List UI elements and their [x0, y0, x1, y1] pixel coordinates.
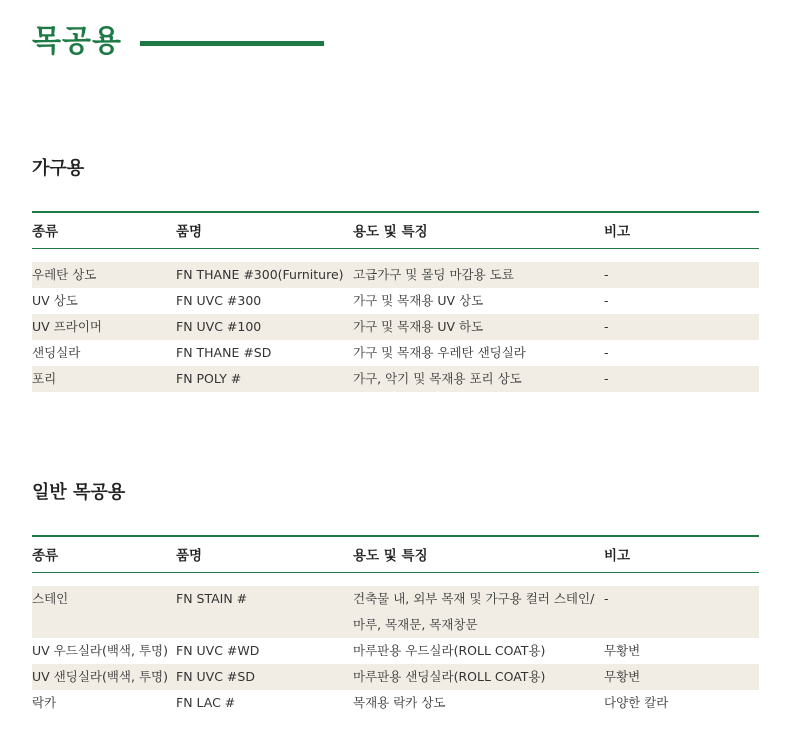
cell-note: - [604, 292, 609, 308]
page-header [32, 20, 324, 64]
cell-note: - [604, 262, 759, 288]
cell-type: UV 샌딩실라(백색, 투명) [32, 664, 176, 690]
header-usage: 용도 및 특징 [353, 536, 604, 572]
cell-note: 다양한 칼라 [604, 694, 669, 710]
cell-usage: 가구 및 목재용 UV 하도 [353, 314, 604, 340]
cell-product: FN UVC #WD [176, 642, 260, 658]
table-header-row [32, 212, 759, 248]
cell-usage-line: 마루, 목재문, 목재창문 [353, 616, 478, 632]
header-type: 종류 [32, 212, 176, 248]
general-woodwork-spec-table [32, 535, 759, 716]
cell-product: FN UVC #300 [176, 292, 262, 308]
cell-usage: 마루판용 우드실라(ROLL COAT용) [353, 642, 546, 658]
cell-type: 우레탄 상도 [32, 262, 176, 288]
title-underline [140, 41, 324, 46]
cell-usage: 목재용 락카 상도 [353, 694, 446, 710]
cell-note: - [604, 586, 759, 638]
cell-product: FN THANE #300(Furniture) [176, 262, 353, 288]
table-row [32, 664, 759, 690]
cell-usage: 가구, 악기 및 목재용 포리 상도 [353, 366, 604, 392]
cell-note: 무황변 [604, 642, 641, 658]
page-title: 목공용 [32, 24, 122, 59]
cell-product: FN UVC #SD [176, 664, 353, 690]
table-row [32, 690, 759, 716]
cell-product: FN STAIN # [176, 586, 353, 638]
cell-type: UV 프라이머 [32, 314, 176, 340]
cell-usage: 고급가구 및 몰딩 마감용 도료 [353, 262, 604, 288]
cell-product: FN UVC #100 [176, 314, 353, 340]
table-row [32, 638, 759, 664]
header-usage: 용도 및 특징 [353, 212, 604, 248]
cell-type: 포리 [32, 366, 176, 392]
cell-usage-line: 건축물 내, 외부 목재 및 가구용 컬러 스테인/ [353, 590, 595, 606]
header-note: 비고 [604, 212, 759, 248]
cell-note: - [604, 314, 759, 340]
section-title-general-woodwork: 일반 목공용 [32, 482, 126, 503]
table-row [32, 340, 759, 366]
cell-product: FN THANE #SD [176, 344, 272, 360]
cell-type: 스테인 [32, 586, 176, 638]
header-type: 종류 [32, 536, 176, 572]
furniture-spec-table [32, 211, 759, 392]
cell-product: FN LAC # [176, 694, 236, 710]
table-row [32, 586, 759, 638]
cell-note: - [604, 344, 609, 360]
cell-note: - [604, 366, 759, 392]
header-note: 비고 [604, 536, 759, 572]
cell-product: FN POLY # [176, 366, 353, 392]
table-row [32, 314, 759, 340]
cell-type: UV 상도 [32, 292, 78, 308]
table-row [32, 262, 759, 288]
cell-type: 락카 [32, 694, 57, 710]
cell-note: 무황변 [604, 664, 759, 690]
cell-usage [353, 586, 604, 638]
cell-usage: 가구 및 목재용 우레탄 샌딩실라 [353, 344, 526, 360]
table-row [32, 288, 759, 314]
header-product: 품명 [176, 212, 353, 248]
table-header-row [32, 536, 759, 572]
cell-usage: 가구 및 목재용 UV 상도 [353, 292, 484, 308]
table-row [32, 366, 759, 392]
cell-type: 샌딩실라 [32, 344, 81, 360]
section-title-furniture: 가구용 [32, 158, 85, 179]
header-product: 품명 [176, 536, 353, 572]
cell-type: UV 우드실라(백색, 투명) [32, 642, 168, 658]
cell-usage: 마루판용 샌딩실라(ROLL COAT용) [353, 664, 604, 690]
